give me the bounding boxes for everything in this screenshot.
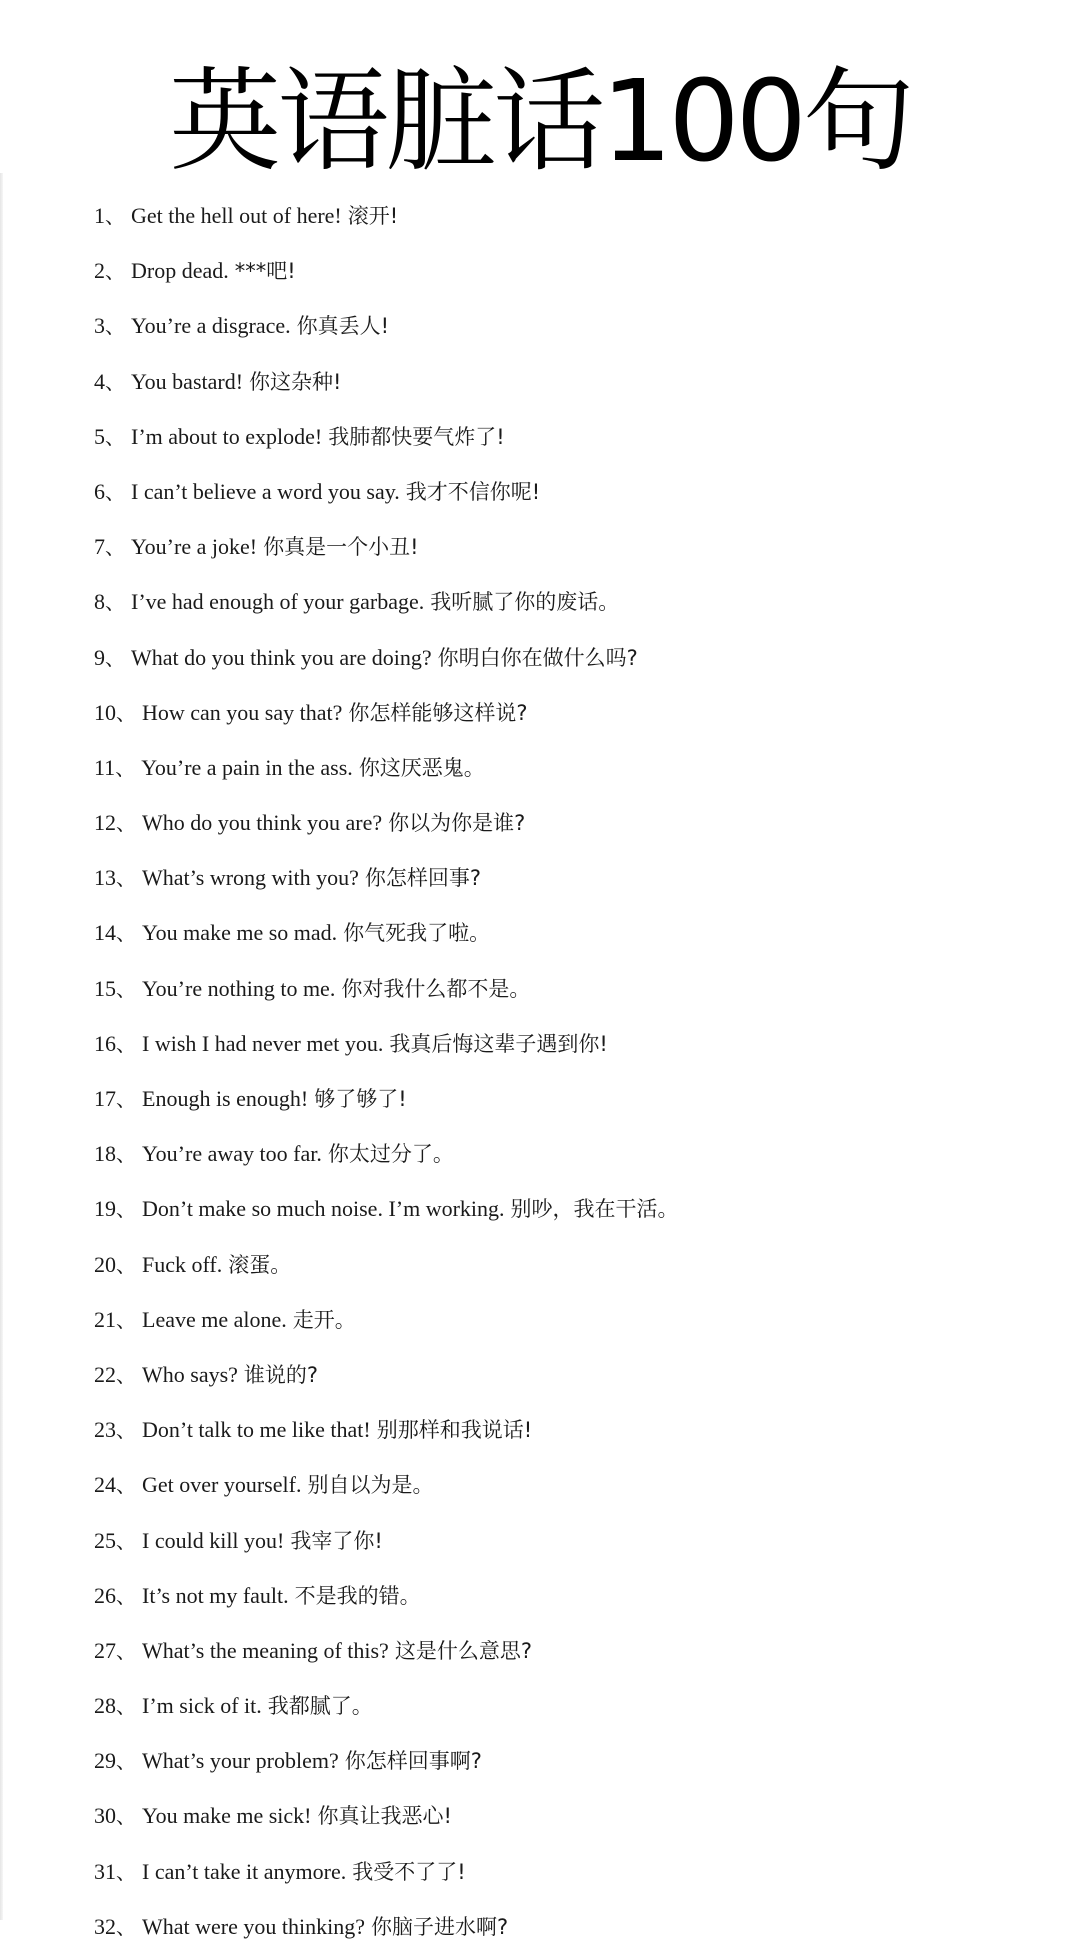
chinese-translation: 我才不信你呢! (405, 479, 541, 504)
english-phrase: I’m sick of it. (142, 1693, 262, 1719)
item-number: 30 (94, 1803, 116, 1829)
item-number: 8 (94, 589, 105, 615)
item-number: 17 (94, 1086, 116, 1111)
list-item (94, 1844, 679, 1899)
item-separator: 、 (116, 1749, 136, 1774)
list-item (94, 188, 679, 243)
item-separator: 、 (105, 424, 125, 449)
list-item (94, 1623, 679, 1678)
list-item (94, 243, 679, 298)
list-item (94, 1402, 679, 1457)
english-phrase: You’re nothing to me. (142, 975, 336, 1001)
list-item (94, 1347, 679, 1402)
english-phrase: You make me sick! (142, 1803, 312, 1829)
list-item (94, 574, 679, 629)
item-number: 31 (94, 1858, 116, 1884)
item-separator: 、 (116, 1859, 136, 1884)
item-separator: 、 (105, 590, 125, 615)
english-phrase: What’s the meaning of this? (142, 1637, 389, 1663)
chinese-translation: 你太过分了。 (327, 1142, 454, 1167)
phrase-list (94, 188, 679, 1954)
chinese-translation: 我受不了了! (352, 1859, 466, 1884)
english-phrase: You’re a pain in the ass. (141, 754, 353, 780)
item-separator: 、 (105, 369, 125, 394)
english-phrase: Don’t talk to me like that! (142, 1417, 371, 1443)
item-number: 21 (94, 1306, 116, 1332)
chinese-translation: 这是什么意思? (394, 1638, 532, 1663)
english-phrase: It’s not my fault. (142, 1582, 289, 1608)
page-edge-shadow (0, 173, 3, 1920)
list-item (94, 685, 679, 740)
list-item (94, 1457, 679, 1512)
item-number: 5 (94, 423, 105, 449)
english-phrase: What do you think you are doing? (131, 644, 432, 670)
item-separator: 、 (116, 1031, 136, 1056)
chinese-translation: 谁说的? (243, 1362, 319, 1387)
chinese-translation: 你怎样能够这样说? (348, 700, 528, 725)
chinese-translation: 你明白你在做什么吗? (437, 645, 638, 670)
item-number: 22 (94, 1361, 116, 1387)
english-phrase: What were you thinking? (142, 1913, 365, 1939)
item-separator: 、 (116, 1583, 136, 1608)
english-phrase: Don’t make so much noise. I’m working. (142, 1196, 505, 1222)
page-title: 英语脏话100句 (169, 57, 911, 187)
item-separator: 、 (116, 1142, 136, 1167)
english-phrase: You make me so mad. (142, 920, 338, 946)
item-separator: 、 (116, 1418, 136, 1443)
chinese-translation: 我肺都快要气炸了! (328, 424, 505, 449)
item-separator: 、 (105, 204, 125, 228)
chinese-translation: 你真让我恶心! (317, 1804, 452, 1829)
item-number: 26 (94, 1582, 116, 1608)
english-phrase: Enough is enough! (142, 1086, 309, 1111)
item-number: 29 (94, 1748, 116, 1774)
english-phrase: You bastard! (131, 368, 244, 394)
english-phrase: Who do you think you are? (142, 810, 383, 836)
chinese-translation: 你怎样回事啊? (344, 1749, 482, 1774)
item-number: 10 (94, 699, 116, 725)
item-separator: 、 (116, 1252, 136, 1277)
item-separator: 、 (105, 535, 125, 560)
english-phrase: Fuck off. (142, 1251, 223, 1277)
item-separator: 、 (116, 1638, 136, 1663)
list-item (94, 961, 679, 1016)
chinese-translation: 走开。 (292, 1307, 356, 1332)
item-number: 20 (94, 1251, 116, 1277)
list-item (94, 740, 679, 795)
list-item (94, 1568, 679, 1623)
item-separator: 、 (116, 1694, 136, 1719)
list-item (94, 1788, 679, 1843)
list-item (94, 519, 679, 574)
chinese-translation: ***吧! (234, 259, 296, 284)
item-number: 19 (94, 1196, 116, 1222)
english-phrase: I’m about to explode! (131, 423, 323, 449)
english-phrase: Get over yourself. (142, 1472, 302, 1498)
item-number: 3 (94, 313, 105, 339)
list-item (94, 1181, 679, 1236)
english-phrase: Leave me alone. (142, 1306, 287, 1332)
chinese-translation: 滚开! (347, 204, 399, 228)
item-number: 2 (94, 258, 105, 284)
item-number: 7 (94, 534, 105, 560)
item-separator: 、 (116, 1804, 136, 1829)
english-phrase: Who says? (142, 1361, 238, 1387)
list-item (94, 1237, 679, 1292)
list-item (94, 795, 679, 850)
item-number: 6 (94, 478, 105, 504)
item-number: 16 (94, 1030, 116, 1056)
english-phrase: What’s wrong with you? (142, 865, 359, 891)
item-number: 12 (94, 810, 116, 836)
list-item (94, 850, 679, 905)
item-number: 11 (94, 754, 116, 780)
list-item (94, 298, 679, 353)
list-item (94, 1016, 679, 1071)
list-item (94, 1899, 679, 1954)
chinese-translation: 你这厌恶鬼。 (358, 755, 485, 780)
chinese-translation: 别吵，我在干活。 (510, 1197, 679, 1222)
chinese-translation: 我宰了你! (290, 1528, 383, 1553)
item-separator: 、 (116, 1528, 136, 1553)
list-item (94, 1292, 679, 1347)
item-separator: 、 (116, 700, 136, 725)
english-phrase: You’re a joke! (131, 534, 258, 560)
item-separator: 、 (116, 866, 136, 891)
item-number: 13 (94, 865, 116, 891)
item-number: 4 (94, 368, 105, 394)
list-item (94, 905, 679, 960)
chinese-translation: 不是我的错。 (294, 1583, 421, 1608)
item-number: 23 (94, 1417, 116, 1443)
list-item (94, 1071, 679, 1126)
chinese-translation: 别自以为是。 (307, 1473, 434, 1498)
item-separator: 、 (105, 259, 125, 284)
item-separator: 、 (116, 1914, 136, 1939)
english-phrase: I can’t believe a word you say. (131, 478, 400, 504)
english-phrase: You’re a disgrace. (131, 313, 291, 339)
item-number: 32 (94, 1913, 116, 1939)
chinese-translation: 你气死我了啦。 (343, 921, 491, 946)
item-number: 9 (94, 644, 105, 670)
chinese-translation: 你怎样回事? (364, 866, 482, 891)
item-separator: 、 (116, 1473, 136, 1498)
english-phrase: Drop dead. (131, 258, 229, 284)
item-number: 15 (94, 975, 116, 1001)
item-number: 1 (94, 203, 105, 228)
list-item (94, 1126, 679, 1181)
item-number: 24 (94, 1472, 116, 1498)
english-phrase: You’re away too far. (142, 1141, 322, 1167)
list-item (94, 1513, 679, 1568)
chinese-translation: 别那样和我说话! (376, 1418, 533, 1443)
item-number: 27 (94, 1637, 116, 1663)
item-separator: 、 (116, 1087, 136, 1111)
list-item (94, 354, 679, 409)
item-number: 18 (94, 1141, 116, 1167)
chinese-translation: 我都腻了。 (267, 1694, 373, 1719)
list-item (94, 409, 679, 464)
english-phrase: I wish I had never met you. (142, 1030, 384, 1056)
chinese-translation: 我听腻了你的废话。 (430, 590, 620, 615)
item-number: 28 (94, 1693, 116, 1719)
english-phrase: What’s your problem? (142, 1748, 339, 1774)
english-phrase: How can you say that? (142, 699, 343, 725)
item-number: 14 (94, 920, 116, 946)
item-separator: 、 (105, 314, 125, 339)
chinese-translation: 你这杂种! (249, 369, 342, 394)
english-phrase: I could kill you! (142, 1527, 285, 1553)
item-separator: 、 (115, 755, 136, 780)
chinese-translation: 你以为你是谁? (388, 811, 526, 836)
item-separator: 、 (116, 976, 136, 1001)
list-item (94, 630, 679, 685)
english-phrase: Get the hell out of here! (131, 203, 342, 228)
chinese-translation: 你真是一个小丑! (263, 535, 419, 560)
item-separator: 、 (116, 921, 136, 946)
list-item (94, 1678, 679, 1733)
chinese-translation: 够了够了! (314, 1087, 407, 1111)
chinese-translation: 你脑子进水啊? (371, 1914, 509, 1939)
chinese-translation: 我真后悔这辈子遇到你! (389, 1031, 608, 1056)
list-item (94, 1733, 679, 1788)
chinese-translation: 你真丢人! (296, 314, 390, 339)
list-item (94, 464, 679, 519)
item-separator: 、 (116, 1197, 136, 1222)
chinese-translation: 滚蛋。 (228, 1252, 292, 1277)
item-separator: 、 (116, 1307, 136, 1332)
english-phrase: I can’t take it anymore. (142, 1858, 347, 1884)
item-separator: 、 (105, 645, 125, 670)
english-phrase: I’ve had enough of your garbage. (131, 589, 425, 615)
item-separator: 、 (116, 1362, 136, 1387)
item-separator: 、 (116, 811, 136, 836)
item-number: 25 (94, 1527, 116, 1553)
chinese-translation: 你对我什么都不是。 (341, 976, 531, 1001)
item-separator: 、 (105, 479, 125, 504)
